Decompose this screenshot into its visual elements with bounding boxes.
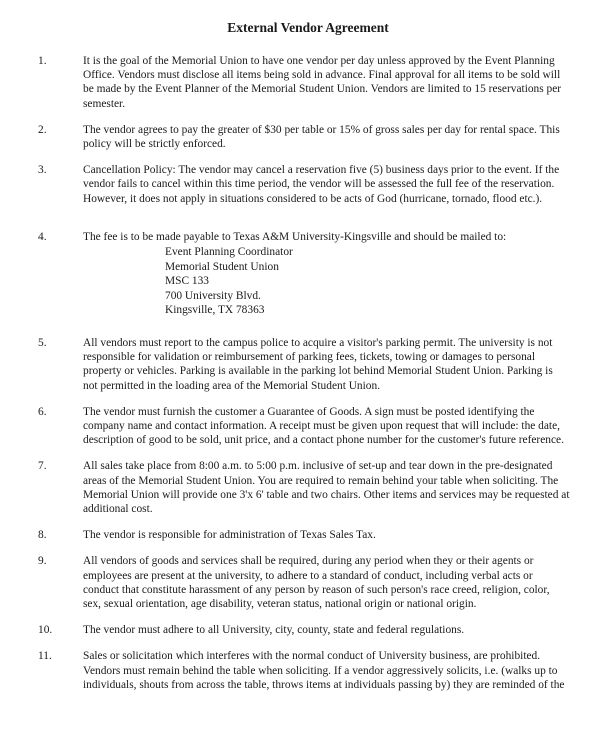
list-item-3 (38, 163, 570, 206)
item-text: The vendor is responsible for administration of Texas Sales Tax. (83, 529, 376, 542)
address-line: MSC 133 (165, 275, 209, 288)
item-text: The vendor must furnish the customer a Guarantee of Goods. A sign must be posted identifying the company name and contact information. A receipt must be given upon request that will include: the date, description of good to be sold, unit price, and a contact phone number for the customer's future reference. (83, 405, 564, 447)
item-number: 9. (38, 555, 47, 568)
item-text: The vendor agrees to pay the greater of $30 per table or 15% of gross sales per day for rental space. This policy will be strictly enforced. (83, 123, 560, 151)
list-item-5 (38, 336, 570, 393)
item-text: It is the goal of the Memorial Union to have one vendor per day unless approved by the Event Planning Office. Vendors must disclose all items being sold in advance. Final approval for all items to be sold will be made by the Event Planner of the Memorial Student Union. Vendors are limited to 15 reservations per semester. (83, 55, 562, 110)
list-item-9 (38, 554, 570, 611)
item-number: 5. (38, 337, 47, 349)
item-number: 2. (38, 123, 47, 136)
item-text: All sales take place from 8:00 a.m. to 5:00 p.m. inclusive of set-up and tear down in the pre-designated areas of the Memorial Student Union. You are required to remain behind your table when soliciting. The Memorial Union will provide one 3'x 6' table and two chairs. Other items and services may be requested at additional cost. (83, 460, 570, 516)
item-text: Sales or solicitation which interferes with the normal conduct of University business, are prohibited. Vendors must remain behind the table when soliciting. If a vendor aggressively solicits, i.e. (walks up to individuals, shouts from across the table, throws items at individuals passing by) they are reminded of the (83, 650, 565, 691)
list-item-4 (38, 230, 570, 318)
item-text: All vendors must report to the campus police to acquire a visitor's parking permit. The university is not responsible for validation or reimbursement of parking fees, tickets, towing or damages to personal property or vehicles. Parking is available in the parking lot behind Memorial Student Union. Parking is not permitted in the loading area of the Memorial Student Union. (83, 337, 553, 392)
item-number: 8. (38, 529, 47, 542)
list-item-1 (38, 54, 570, 111)
address-line: Event Planning Coordinator (165, 246, 293, 259)
list-item-8 (38, 528, 570, 542)
item-number: 3. (38, 164, 47, 177)
address-line: Kingsville, TX 78363 (165, 304, 265, 317)
address-line: Memorial Student Union (165, 260, 279, 273)
list-item-7 (38, 459, 570, 516)
list-item-6 (38, 405, 570, 448)
item-number: 11. (38, 650, 52, 663)
list-item-10 (38, 623, 570, 637)
item-number: 6. (38, 405, 47, 418)
item-number: 1. (38, 55, 47, 67)
item-number: 10. (38, 624, 53, 637)
list-item-11 (38, 649, 570, 692)
document-title: External Vendor Agreement (227, 20, 389, 35)
item-text: The vendor must adhere to all University, city, county, state and federal regulations. (83, 624, 465, 637)
mailing-address (83, 245, 570, 318)
item-text: The fee is to be made payable to Texas A&M University-Kingsville and should be mailed to: (83, 230, 507, 243)
item-number: 7. (38, 460, 47, 473)
item-number: 4. (38, 230, 47, 243)
item-text: All vendors of goods and services shall be required, during any period when they or their agents or employees are present at the university, to adhere to a standard of conduct, including verbal acts or conduct that constitute harassment of any person by reason of such person's race creed, religion, color, sex, sexual orientation, age disability, veteran status, national origin or national origin. (83, 555, 550, 611)
address-line: 700 University Blvd. (165, 289, 261, 302)
item-text: Cancellation Policy: The vendor may cancel a reservation five (5) business days prior to the event. If the vendor fails to cancel within this time period, the vendor will be assessed the full fee of the reservation. However, it does not apply in situations considered to be acts of God (hurricane, tornado, flood etc.). (83, 164, 560, 205)
list-item-2 (38, 123, 570, 151)
